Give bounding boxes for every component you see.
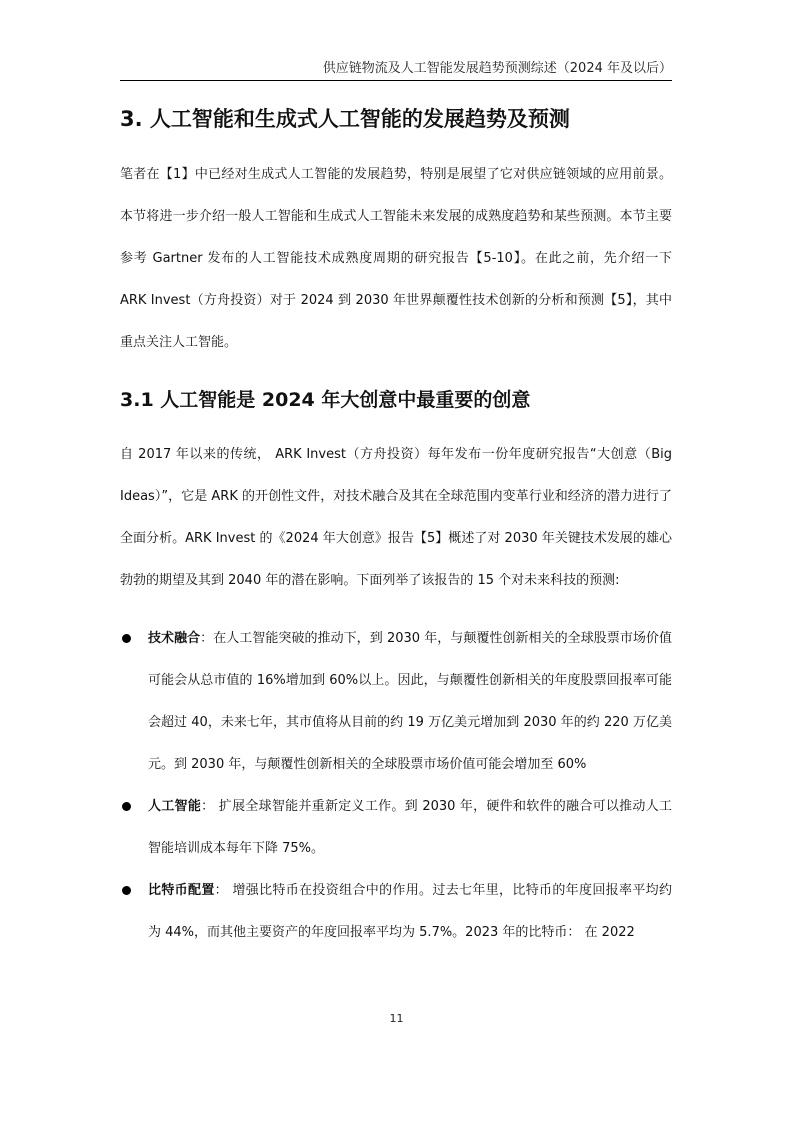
bullet-body: ： 扩展全球智能并重新定义工作。到 2030 年，硬件和软件的融合可以推动人工智能培训成本每年下降 75%。 bbox=[148, 799, 672, 856]
bullet-text bbox=[148, 618, 672, 786]
bullet-dot-icon bbox=[122, 802, 131, 811]
bullet-item-bitcoin bbox=[120, 870, 672, 954]
bullet-text bbox=[148, 786, 672, 870]
section-3-1-paragraph: 自 2017 年以来的传统， ARK Invest（方舟投资）每年发布一份年度研究报告“大创意（Big Ideas）”，它是 ARK 的开创性文件，对技术融合及其在全球范围内变革行业和经济的潜力进行了全面分析。ARK Invest 的《2024 年大创意》报告【5】概述了对 2030 年关键技术发展的雄心勃勃的期望及其到 2040 年的潜在影响。下面列举了该报告的 15 个对未来科技的预测: bbox=[120, 447, 672, 588]
bullet-text bbox=[148, 870, 672, 954]
section-3-heading: 3. 人工智能和生成式人工智能的发展趋势及预测 bbox=[120, 107, 570, 131]
bullet-item-tech-convergence bbox=[120, 618, 672, 786]
bullet-body: ： 增强比特币在投资组合中的作用。过去七年里，比特币的年度回报率平均约为 44%，而其他主要资产的年度回报率平均为 5.7%。2023 年的比特币： 在 2022 bbox=[148, 883, 672, 940]
bullet-body: ：在人工智能突破的推动下，到 2030 年，与颠覆性创新相关的全球股票市场价值可能会从总市值的 16%增加到 60%以上。因此，与颠覆性创新相关的年度股票回报率可能会超过 40，未来七年，其市值将从目前的约 19 万亿美元增加到 2030 年的约 220 万亿美元。到 2030 年，与颠覆性创新相关的全球股票市场价值可能会增加至 60% bbox=[148, 631, 672, 772]
section-3-1-heading: 3.1 人工智能是 2024 年大创意中最重要的创意 bbox=[120, 389, 531, 411]
bullet-label: 技术融合 bbox=[148, 631, 201, 646]
bullet-label: 比特币配置 bbox=[148, 883, 215, 898]
bullet-dot-icon bbox=[122, 634, 131, 643]
bullet-item-ai bbox=[120, 786, 672, 870]
header-rule bbox=[120, 80, 672, 81]
section-3-paragraph: 笔者在【1】中已经对生成式人工智能的发展趋势，特别是展望了它对供应链领域的应用前景。本节将进一步介绍一般人工智能和生成式人工智能未来发展的成熟度趋势和某些预测。本节主要参考 Gartner 发布的人工智能技术成熟度周期的研究报告【5-10】。在此之前，先介绍一下 ARK Invest（方舟投资）对于 2024 到 2030 年世界颠覆性技术创新的分析和预测【5】，其中重点关注人工智能。 bbox=[120, 167, 672, 350]
bullet-label: 人工智能 bbox=[148, 799, 202, 814]
bullet-dot-icon bbox=[122, 886, 131, 895]
page-number: 11 bbox=[389, 1012, 404, 1025]
running-header: 供应链物流及人工智能发展趋势预测综述（2024 年及以后） bbox=[322, 61, 672, 76]
page-body bbox=[120, 99, 672, 954]
